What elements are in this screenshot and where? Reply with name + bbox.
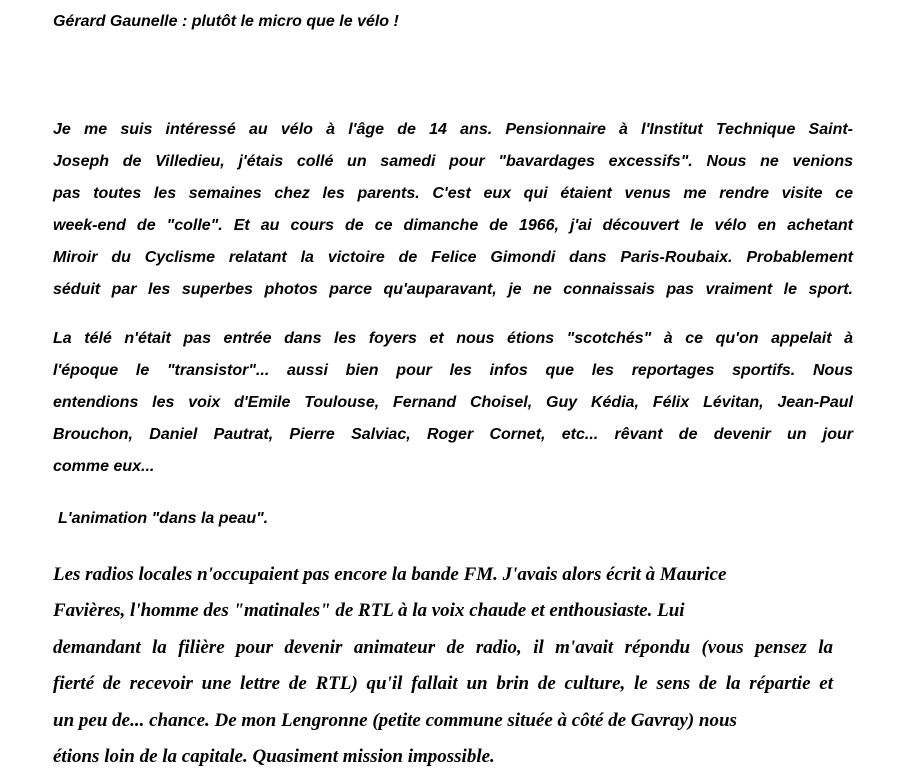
paragraph-line: entendions les voix d'Emile Toulouse, Fernand Choisel, Guy Kédia, Félix Lévitan, Jean-Paul: [53, 394, 853, 411]
paragraph-line: Brouchon, Daniel Pautrat, Pierre Salviac, Roger Cornet, etc... rêvant de devenir un jour: [53, 426, 853, 443]
paragraph-line: un peu de... chance. De mon Lengronne (petite commune située à côté de Gavray) nous: [53, 709, 737, 731]
paragraph-line: week-end de "colle". Et au cours de ce dimanche de 1966, j'ai découvert le vélo en achetant: [53, 217, 853, 234]
paragraph-line: comme eux...: [53, 458, 155, 475]
paragraph-local-radio: [53, 557, 833, 775]
paragraph-radio-voices: [53, 323, 853, 483]
paragraph-line: demandant la filière pour devenir animateur de radio, il m'avait répondu (vous pensez la: [53, 636, 833, 658]
paragraph-line: Favières, l'homme des "matinales" de RTL à la voix chaude et enthousiaste. Lui: [53, 600, 685, 622]
article-title: Gérard Gaunelle : plutôt le micro que le vélo !: [53, 13, 399, 30]
paragraph-line: La télé n'était pas entrée dans les foyers et nous étions "scotchés" à ce qu'on appelait à: [53, 330, 853, 347]
paragraph-line: fierté de recevoir une lettre de RTL) qu'il fallait un brin de culture, le sens de la répartie et: [53, 673, 833, 695]
paragraph-line: étions loin de la capitale. Quasiment mission impossible.: [53, 745, 495, 767]
paragraph-line: Je me suis intéressé au vélo à l'âge de 14 ans. Pensionnaire à l'Institut Technique Saint-: [53, 121, 853, 138]
paragraph-line: Miroir du Cyclisme relatant la victoire de Felice Gimondi dans Paris-Roubaix. Probablement: [53, 249, 853, 266]
paragraph-line: pas toutes les semaines chez les parents. C'est eux qui étaient venus me rendre visite ce: [53, 185, 853, 202]
paragraph-line: Les radios locales n'occupaient pas encore la bande FM. J'avais alors écrit à Maurice: [53, 564, 727, 585]
section-subtitle: L'animation "dans la peau".: [58, 510, 269, 527]
paragraph-intro: [53, 114, 853, 306]
paragraph-line: séduit par les superbes photos parce qu'auparavant, je ne connaissais pas vraiment le sport.: [53, 281, 853, 298]
paragraph-line: l'époque le "transistor"... aussi bien pour les infos que les reportages sportifs. Nous: [53, 362, 853, 379]
paragraph-line: Joseph de Villedieu, j'étais collé un samedi pour "bavardages excessifs". Nous ne venions: [53, 153, 853, 170]
